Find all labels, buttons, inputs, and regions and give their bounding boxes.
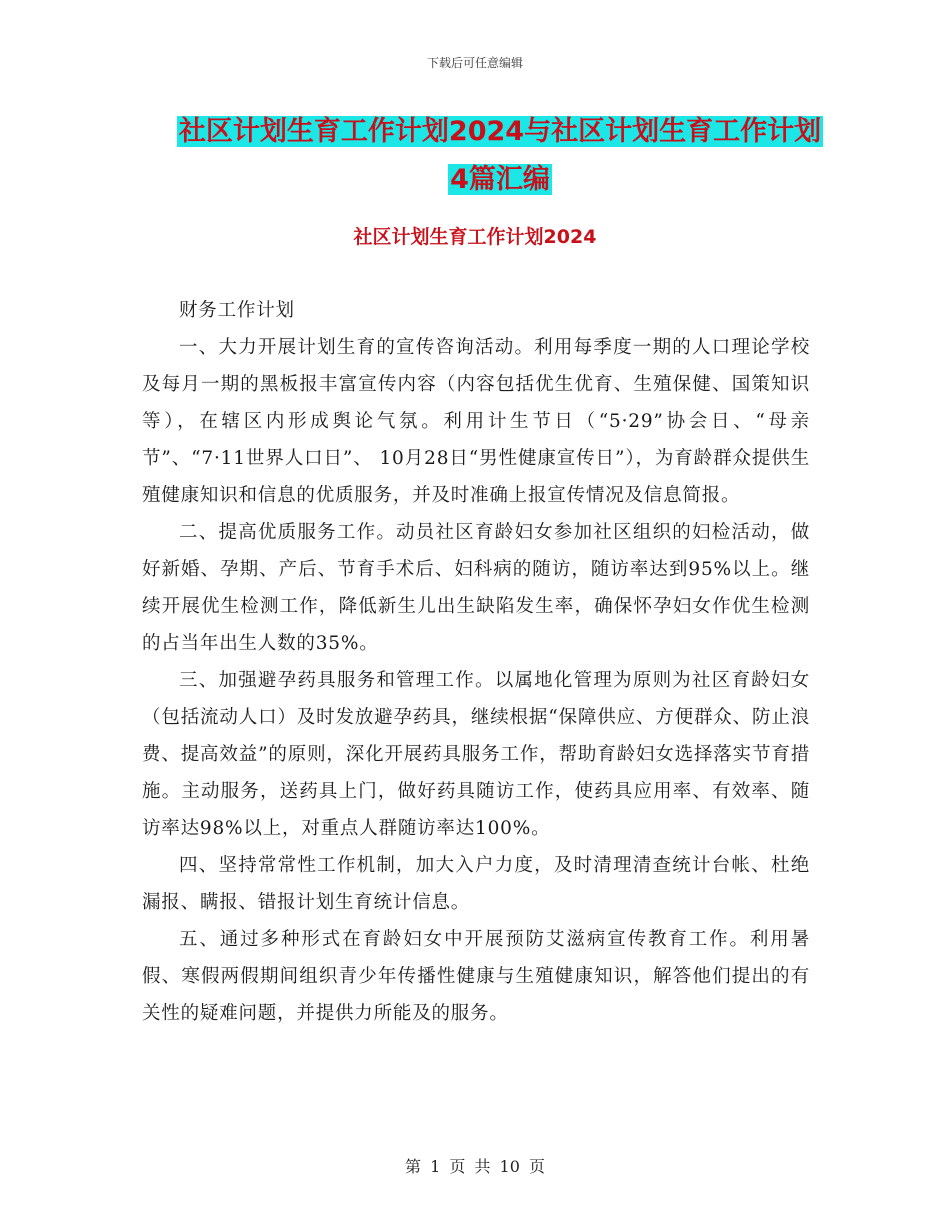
- paragraph: 一、大力开展计划生育的宣传咨询活动。利用每季度一期的人口理论学校及每月一期的黑板报丰富宣传内容（内容包括优生优育、生殖保健、国策知识等），在辖区内形成舆论气氛。利用计生节日（“5·29”协会日、“母亲节”、“7·11世界人口日”、 10月28日“男性健康宣传日”），为育龄群众提供生殖健康知识和信息的优质服务，并及时准确上报宣传情况及信息简报。: [142, 337, 810, 506]
- paragraph: 三、加强避孕药具服务和管理工作。以属地化管理为原则为社区育龄妇女（包括流动人口）及时发放避孕药具，继续根据“保障供应、方便群众、防止浪费、提高效益”的原则，深化开展药具服务工作，帮助育龄妇女选择落实节育措施。主动服务，送药具上门，做好药具随访工作，使药具应用率、有效率、随访率达98%以上，对重点人群随访率达100%。: [142, 670, 810, 839]
- paragraph: 二、提高优质服务工作。动员社区育龄妇女参加社区组织的妇检活动，做好新婚、孕期、产后、节育手术后、妇科病的随访，随访率达到95%以上。继续开展优生检测工作，降低新生儿出生缺陷发生率，确保怀孕妇女作优生检测的占当年出生人数的35%。: [142, 522, 810, 654]
- paragraph: 财务工作计划: [179, 300, 295, 321]
- paragraph: 五、通过多种形式在育龄妇女中开展预防艾滋病宣传教育工作。利用暑假、寒假两假期间组织青少年传播性健康与生殖健康知识，解答他们提出的有关性的疑难问题，并提供力所能及的服务。: [142, 929, 810, 1024]
- section-title: 社区计划生育工作计划2024: [353, 226, 597, 248]
- document-title-line-2: 4篇汇编: [450, 164, 550, 195]
- document-title-line-1: 社区计划生育工作计划2024与社区计划生育工作计划: [178, 116, 822, 147]
- page-footer: 第 1 页 共 10 页: [405, 1157, 545, 1176]
- body-text: [142, 292, 810, 1032]
- paragraph: 四、坚持常常性工作机制，加大入户力度，及时清理清查统计台帐、杜绝漏报、瞒报、错报计划生育统计信息。: [142, 855, 810, 913]
- header-note: 下载后可任意编辑: [426, 56, 523, 70]
- document-title: [120, 108, 880, 204]
